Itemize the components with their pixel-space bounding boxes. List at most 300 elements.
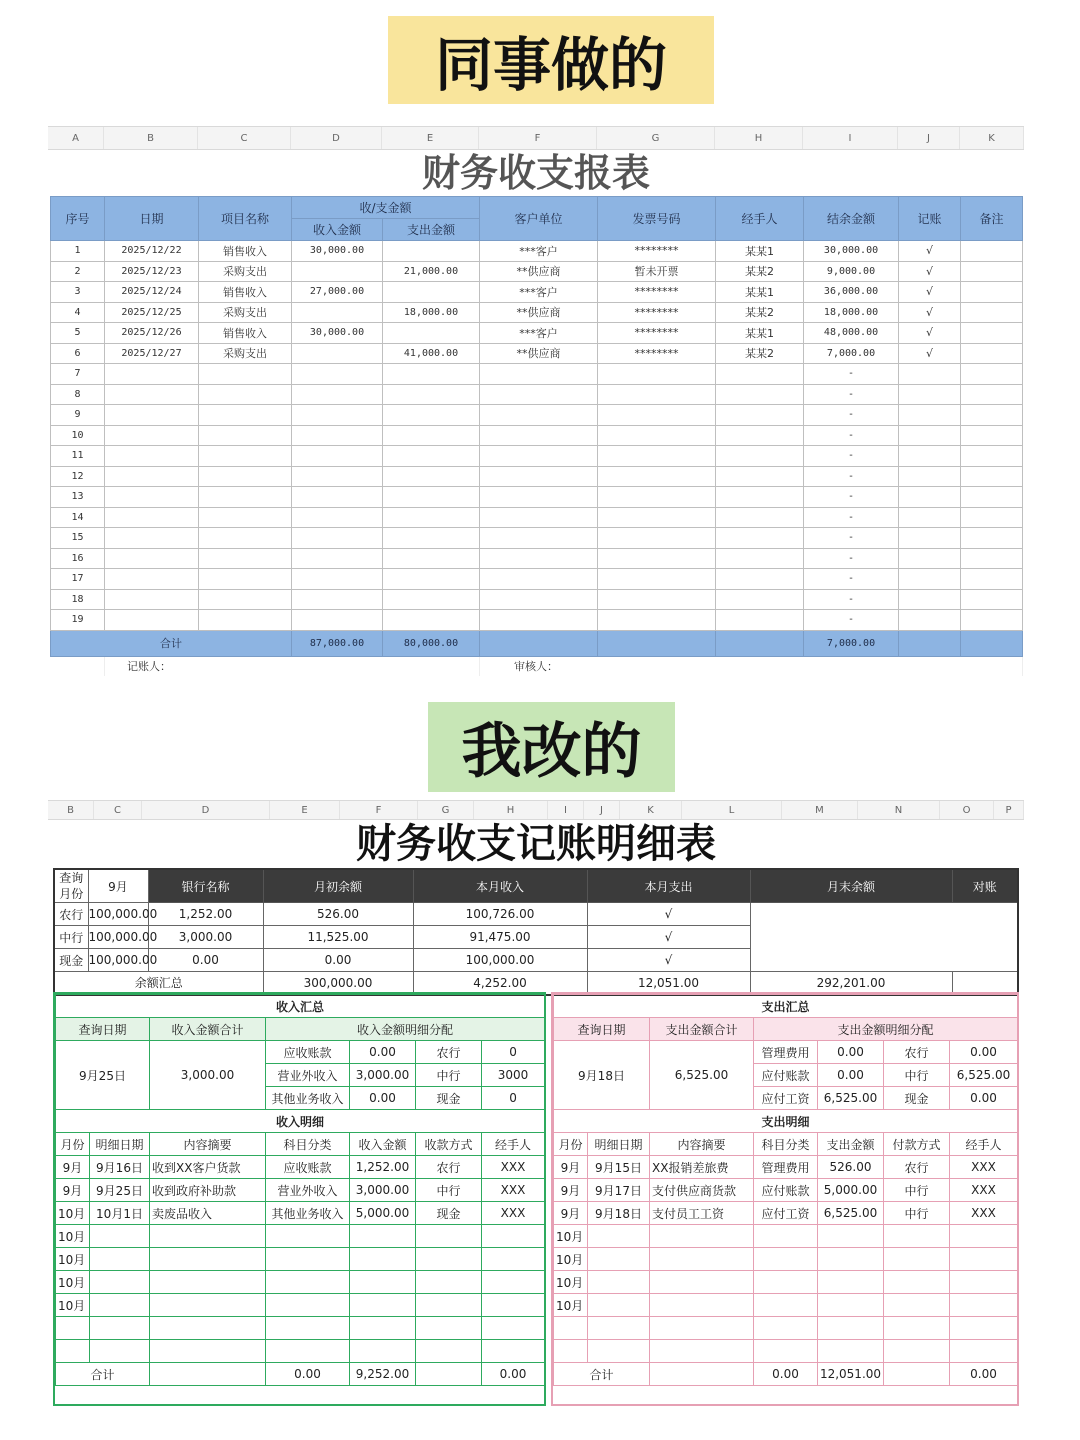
cell-note[interactable] (961, 446, 1023, 467)
cell-note[interactable] (961, 589, 1023, 610)
detail-cell[interactable] (150, 1317, 266, 1340)
detail-cell[interactable]: 中行 (884, 1202, 950, 1225)
cell-date[interactable] (105, 446, 199, 467)
detail-cell[interactable]: 10月 (554, 1248, 588, 1271)
cell-expense[interactable] (383, 487, 480, 508)
cell-invoice[interactable] (598, 384, 716, 405)
cell-balance[interactable]: - (804, 569, 899, 590)
detail-cell[interactable] (416, 1294, 482, 1317)
cell-customer[interactable]: ***客户 (480, 323, 598, 344)
cell-note[interactable] (961, 364, 1023, 385)
cell-booked[interactable] (899, 446, 961, 467)
cell-handler[interactable] (716, 405, 804, 426)
cell-seq[interactable]: 5 (51, 323, 105, 344)
cell-date[interactable] (105, 528, 199, 549)
cell-seq[interactable]: 12 (51, 466, 105, 487)
detail-cell[interactable] (884, 1271, 950, 1294)
cell-booked[interactable]: √ (899, 323, 961, 344)
cell-handler[interactable] (716, 384, 804, 405)
detail-cell[interactable]: 6,525.00 (818, 1202, 884, 1225)
cell-invoice[interactable] (598, 487, 716, 508)
cell-income[interactable] (292, 384, 383, 405)
detail-cell[interactable]: 526.00 (818, 1156, 884, 1179)
cell-customer[interactable] (480, 364, 598, 385)
cell-expense[interactable] (383, 446, 480, 467)
detail-cell[interactable]: 9月 (56, 1156, 90, 1179)
cell-project[interactable]: 采购支出 (199, 302, 292, 323)
column-letter[interactable]: I (803, 127, 898, 149)
detail-cell[interactable]: XXX (950, 1156, 1018, 1179)
cell-expense[interactable] (383, 323, 480, 344)
cell-note[interactable] (961, 487, 1023, 508)
detail-cell[interactable] (350, 1340, 416, 1363)
cell-seq[interactable]: 18 (51, 589, 105, 610)
detail-cell[interactable] (90, 1225, 150, 1248)
detail-cell[interactable] (588, 1340, 650, 1363)
detail-cell[interactable] (90, 1248, 150, 1271)
detail-cell[interactable] (650, 1294, 754, 1317)
cell-booked[interactable] (899, 610, 961, 631)
cell-booked[interactable] (899, 589, 961, 610)
cell-invoice[interactable] (598, 405, 716, 426)
cell-handler[interactable] (716, 487, 804, 508)
detail-cell[interactable]: XX报销差旅费 (650, 1156, 754, 1179)
detail-cell[interactable] (90, 1271, 150, 1294)
detail-cell[interactable] (150, 1248, 266, 1271)
detail-cell[interactable]: 5,000.00 (350, 1202, 416, 1225)
cell-seq[interactable]: 19 (51, 610, 105, 631)
cell-date[interactable] (105, 466, 199, 487)
cell-handler[interactable]: 某某1 (716, 282, 804, 303)
column-letter[interactable]: N (858, 801, 940, 819)
detail-cell[interactable] (266, 1248, 350, 1271)
bank-cell[interactable]: 中行 (54, 926, 88, 949)
cell-project[interactable] (199, 446, 292, 467)
detail-cell[interactable]: XXX (950, 1179, 1018, 1202)
cell-seq[interactable]: 14 (51, 507, 105, 528)
cell-income[interactable] (292, 528, 383, 549)
column-letter[interactable]: D (142, 801, 270, 819)
cell-handler[interactable]: 某某2 (716, 343, 804, 364)
cell-note[interactable] (961, 507, 1023, 528)
cell-note[interactable] (961, 425, 1023, 446)
column-letter[interactable]: C (198, 127, 291, 149)
detail-cell[interactable]: 收到XX客户货款 (150, 1156, 266, 1179)
cell-income[interactable] (292, 405, 383, 426)
cell-income[interactable] (292, 302, 383, 323)
column-letter[interactable]: J (898, 127, 960, 149)
cell-note[interactable] (961, 610, 1023, 631)
cell-invoice[interactable]: ******** (598, 241, 716, 262)
detail-cell[interactable] (884, 1294, 950, 1317)
column-letter[interactable]: E (270, 801, 340, 819)
cell-invoice[interactable] (598, 548, 716, 569)
cell-booked[interactable] (899, 487, 961, 508)
detail-cell[interactable] (350, 1225, 416, 1248)
cell-handler[interactable] (716, 425, 804, 446)
cell-project[interactable] (199, 466, 292, 487)
query-month-value[interactable]: 9月 (88, 869, 148, 903)
detail-cell[interactable]: 中行 (416, 1179, 482, 1202)
cell-income[interactable] (292, 425, 383, 446)
cell-balance[interactable]: - (804, 384, 899, 405)
column-letter[interactable]: H (715, 127, 803, 149)
cell-income[interactable] (292, 487, 383, 508)
cell-income[interactable] (292, 589, 383, 610)
cell-income[interactable] (292, 446, 383, 467)
cell-handler[interactable]: 某某2 (716, 302, 804, 323)
column-letter[interactable]: F (340, 801, 418, 819)
cell-date[interactable] (105, 610, 199, 631)
cell-booked[interactable] (899, 384, 961, 405)
bank-cell[interactable]: 526.00 (263, 903, 413, 926)
cell-income[interactable] (292, 466, 383, 487)
detail-cell[interactable] (950, 1294, 1018, 1317)
detail-cell[interactable] (150, 1225, 266, 1248)
detail-cell[interactable] (266, 1271, 350, 1294)
cell-customer[interactable] (480, 384, 598, 405)
cell-seq[interactable]: 2 (51, 261, 105, 282)
cell-seq[interactable]: 17 (51, 569, 105, 590)
cell-project[interactable] (199, 589, 292, 610)
cell-customer[interactable] (480, 487, 598, 508)
cell-handler[interactable] (716, 364, 804, 385)
column-letter[interactable]: A (48, 127, 104, 149)
cell-date[interactable] (105, 364, 199, 385)
detail-cell[interactable] (818, 1317, 884, 1340)
expense-query-date[interactable]: 9月18日 (554, 1041, 650, 1110)
cell-booked[interactable]: √ (899, 282, 961, 303)
cell-seq[interactable]: 3 (51, 282, 105, 303)
detail-cell[interactable] (650, 1317, 754, 1340)
detail-cell[interactable] (56, 1340, 90, 1363)
detail-cell[interactable] (950, 1271, 1018, 1294)
cell-seq[interactable]: 9 (51, 405, 105, 426)
detail-cell[interactable] (266, 1317, 350, 1340)
cell-note[interactable] (961, 466, 1023, 487)
cell-expense[interactable] (383, 589, 480, 610)
cell-income[interactable] (292, 569, 383, 590)
cell-customer[interactable] (480, 548, 598, 569)
cell-note[interactable] (961, 323, 1023, 344)
cell-handler[interactable]: 某某2 (716, 261, 804, 282)
detail-cell[interactable] (754, 1248, 818, 1271)
detail-cell[interactable]: 10月 (554, 1271, 588, 1294)
cell-project[interactable] (199, 487, 292, 508)
cell-invoice[interactable] (598, 528, 716, 549)
detail-cell[interactable] (588, 1271, 650, 1294)
cell-seq[interactable]: 8 (51, 384, 105, 405)
cell-expense[interactable] (383, 610, 480, 631)
cell-note[interactable] (961, 569, 1023, 590)
detail-cell[interactable]: 应付账款 (754, 1179, 818, 1202)
detail-cell[interactable] (754, 1317, 818, 1340)
detail-cell[interactable] (754, 1271, 818, 1294)
cell-customer[interactable] (480, 405, 598, 426)
detail-cell[interactable]: 9月 (554, 1179, 588, 1202)
cell-booked[interactable] (899, 405, 961, 426)
detail-cell[interactable]: 3,000.00 (350, 1179, 416, 1202)
column-letter[interactable]: I (548, 801, 584, 819)
detail-cell[interactable]: 收到政府补助款 (150, 1179, 266, 1202)
cell-date[interactable]: 2025/12/25 (105, 302, 199, 323)
cell-handler[interactable]: 某某1 (716, 323, 804, 344)
cell-handler[interactable] (716, 466, 804, 487)
cell-invoice[interactable]: ******** (598, 343, 716, 364)
cell-expense[interactable]: 41,000.00 (383, 343, 480, 364)
detail-cell[interactable]: 5,000.00 (818, 1179, 884, 1202)
cell-customer[interactable]: ***客户 (480, 241, 598, 262)
cell-project[interactable] (199, 405, 292, 426)
cell-booked[interactable] (899, 569, 961, 590)
detail-cell[interactable] (350, 1248, 416, 1271)
cell-handler[interactable] (716, 548, 804, 569)
cell-project[interactable] (199, 569, 292, 590)
detail-cell[interactable] (884, 1225, 950, 1248)
cell-expense[interactable]: 21,000.00 (383, 261, 480, 282)
detail-cell[interactable] (884, 1340, 950, 1363)
detail-cell[interactable]: 9月 (56, 1179, 90, 1202)
cell-booked[interactable] (899, 425, 961, 446)
cell-customer[interactable]: **供应商 (480, 261, 598, 282)
cell-seq[interactable]: 10 (51, 425, 105, 446)
detail-cell[interactable] (588, 1225, 650, 1248)
cell-expense[interactable] (383, 466, 480, 487)
cell-expense[interactable] (383, 507, 480, 528)
column-letter[interactable]: F (479, 127, 597, 149)
detail-cell[interactable]: XXX (950, 1202, 1018, 1225)
column-letter[interactable]: P (994, 801, 1024, 819)
detail-cell[interactable]: 10月 (56, 1248, 90, 1271)
detail-cell[interactable]: 其他业务收入 (266, 1202, 350, 1225)
cell-balance[interactable]: 48,000.00 (804, 323, 899, 344)
detail-cell[interactable]: 现金 (416, 1202, 482, 1225)
bank-cell[interactable]: 11,525.00 (263, 926, 413, 949)
detail-cell[interactable]: XXX (482, 1156, 545, 1179)
cell-income[interactable] (292, 610, 383, 631)
cell-seq[interactable]: 1 (51, 241, 105, 262)
cell-project[interactable] (199, 610, 292, 631)
cell-handler[interactable]: 某某1 (716, 241, 804, 262)
column-letter[interactable]: D (291, 127, 382, 149)
cell-expense[interactable] (383, 241, 480, 262)
detail-cell[interactable]: 10月 (56, 1202, 90, 1225)
cell-note[interactable] (961, 241, 1023, 262)
cell-customer[interactable] (480, 507, 598, 528)
cell-booked[interactable] (899, 364, 961, 385)
column-letter[interactable]: B (48, 801, 94, 819)
column-letter[interactable]: L (682, 801, 782, 819)
detail-cell[interactable] (482, 1294, 545, 1317)
cell-invoice[interactable]: ******** (598, 282, 716, 303)
cell-invoice[interactable] (598, 364, 716, 385)
column-letter[interactable]: J (584, 801, 620, 819)
bank-cell[interactable]: 100,726.00 (413, 903, 587, 926)
detail-cell[interactable]: 9月16日 (90, 1156, 150, 1179)
cell-booked[interactable]: √ (899, 343, 961, 364)
detail-cell[interactable]: 10月 (56, 1294, 90, 1317)
detail-cell[interactable] (150, 1340, 266, 1363)
detail-cell[interactable] (588, 1294, 650, 1317)
detail-cell[interactable] (416, 1271, 482, 1294)
cell-note[interactable] (961, 384, 1023, 405)
cell-note[interactable] (961, 528, 1023, 549)
cell-expense[interactable] (383, 528, 480, 549)
detail-cell[interactable]: 农行 (884, 1156, 950, 1179)
column-letter[interactable]: K (620, 801, 682, 819)
cell-date[interactable]: 2025/12/26 (105, 323, 199, 344)
detail-cell[interactable] (482, 1248, 545, 1271)
cell-note[interactable] (961, 405, 1023, 426)
cell-balance[interactable]: 7,000.00 (804, 343, 899, 364)
cell-note[interactable] (961, 343, 1023, 364)
cell-project[interactable] (199, 528, 292, 549)
cell-expense[interactable] (383, 384, 480, 405)
detail-cell[interactable] (150, 1271, 266, 1294)
detail-cell[interactable] (884, 1317, 950, 1340)
detail-cell[interactable]: XXX (482, 1179, 545, 1202)
cell-seq[interactable]: 15 (51, 528, 105, 549)
cell-customer[interactable]: **供应商 (480, 302, 598, 323)
cell-booked[interactable] (899, 507, 961, 528)
cell-customer[interactable] (480, 569, 598, 590)
cell-balance[interactable]: 36,000.00 (804, 282, 899, 303)
cell-booked[interactable] (899, 528, 961, 549)
detail-cell[interactable]: 营业外收入 (266, 1179, 350, 1202)
cell-booked[interactable]: √ (899, 241, 961, 262)
cell-income[interactable]: 27,000.00 (292, 282, 383, 303)
bank-cell[interactable]: 100,000.00 (88, 903, 148, 926)
bank-cell[interactable]: 0.00 (263, 949, 413, 972)
cell-expense[interactable]: 18,000.00 (383, 302, 480, 323)
detail-cell[interactable] (90, 1317, 150, 1340)
cell-customer[interactable]: **供应商 (480, 343, 598, 364)
detail-cell[interactable] (416, 1340, 482, 1363)
cell-date[interactable] (105, 589, 199, 610)
cell-income[interactable] (292, 507, 383, 528)
cell-date[interactable] (105, 507, 199, 528)
detail-cell[interactable]: 9月15日 (588, 1156, 650, 1179)
column-letter[interactable]: C (94, 801, 142, 819)
bank-cell[interactable]: 100,000.00 (413, 949, 587, 972)
cell-date[interactable]: 2025/12/22 (105, 241, 199, 262)
detail-cell[interactable] (150, 1294, 266, 1317)
cell-customer[interactable] (480, 589, 598, 610)
cell-date[interactable] (105, 569, 199, 590)
cell-expense[interactable] (383, 405, 480, 426)
detail-cell[interactable] (818, 1225, 884, 1248)
cell-date[interactable] (105, 384, 199, 405)
cell-seq[interactable]: 7 (51, 364, 105, 385)
detail-cell[interactable] (754, 1340, 818, 1363)
detail-cell[interactable]: 9月25日 (90, 1179, 150, 1202)
detail-cell[interactable] (950, 1225, 1018, 1248)
cell-booked[interactable]: √ (899, 261, 961, 282)
detail-cell[interactable] (818, 1271, 884, 1294)
detail-cell[interactable] (90, 1340, 150, 1363)
cell-balance[interactable]: - (804, 589, 899, 610)
detail-cell[interactable]: 10月 (554, 1294, 588, 1317)
detail-cell[interactable] (554, 1317, 588, 1340)
cell-balance[interactable]: - (804, 446, 899, 467)
detail-cell[interactable] (266, 1294, 350, 1317)
column-letter[interactable]: G (418, 801, 474, 819)
detail-cell[interactable] (266, 1340, 350, 1363)
cell-balance[interactable]: - (804, 405, 899, 426)
detail-cell[interactable] (482, 1340, 545, 1363)
cell-customer[interactable] (480, 528, 598, 549)
column-letter[interactable]: E (382, 127, 479, 149)
cell-invoice[interactable] (598, 507, 716, 528)
detail-cell[interactable] (650, 1225, 754, 1248)
cell-handler[interactable] (716, 528, 804, 549)
bank-cell[interactable]: 0.00 (148, 949, 263, 972)
cell-invoice[interactable] (598, 446, 716, 467)
cell-project[interactable]: 采购支出 (199, 261, 292, 282)
detail-cell[interactable] (950, 1340, 1018, 1363)
detail-cell[interactable]: 支付供应商货款 (650, 1179, 754, 1202)
detail-cell[interactable] (554, 1340, 588, 1363)
cell-seq[interactable]: 13 (51, 487, 105, 508)
bank-cell[interactable]: 100,000.00 (88, 949, 148, 972)
detail-cell[interactable] (482, 1225, 545, 1248)
cell-handler[interactable] (716, 589, 804, 610)
cell-note[interactable] (961, 302, 1023, 323)
detail-cell[interactable] (56, 1317, 90, 1340)
detail-cell[interactable]: 9月17日 (588, 1179, 650, 1202)
cell-project[interactable] (199, 507, 292, 528)
cell-income[interactable] (292, 364, 383, 385)
column-letter[interactable]: K (960, 127, 1024, 149)
cell-handler[interactable] (716, 569, 804, 590)
cell-balance[interactable]: - (804, 610, 899, 631)
cell-expense[interactable] (383, 282, 480, 303)
detail-cell[interactable]: 支付员工工资 (650, 1202, 754, 1225)
cell-seq[interactable]: 11 (51, 446, 105, 467)
detail-cell[interactable] (950, 1248, 1018, 1271)
detail-cell[interactable]: 农行 (416, 1156, 482, 1179)
detail-cell[interactable] (90, 1294, 150, 1317)
cell-income[interactable]: 30,000.00 (292, 323, 383, 344)
detail-cell[interactable] (416, 1225, 482, 1248)
cell-booked[interactable] (899, 466, 961, 487)
cell-invoice[interactable]: 暂未开票 (598, 261, 716, 282)
detail-cell[interactable]: 应收账款 (266, 1156, 350, 1179)
bank-cell[interactable]: 农行 (54, 903, 88, 926)
cell-invoice[interactable]: ******** (598, 302, 716, 323)
cell-balance[interactable]: - (804, 528, 899, 549)
cell-balance[interactable]: 18,000.00 (804, 302, 899, 323)
bank-cell[interactable]: 91,475.00 (413, 926, 587, 949)
detail-cell[interactable] (754, 1294, 818, 1317)
detail-cell[interactable]: 卖废品收入 (150, 1202, 266, 1225)
cell-handler[interactable] (716, 610, 804, 631)
bank-cell[interactable]: 现金 (54, 949, 88, 972)
cell-invoice[interactable] (598, 569, 716, 590)
detail-cell[interactable]: 9月 (554, 1202, 588, 1225)
detail-cell[interactable]: 9月 (554, 1156, 588, 1179)
cell-customer[interactable]: ***客户 (480, 282, 598, 303)
detail-cell[interactable] (266, 1225, 350, 1248)
cell-project[interactable] (199, 425, 292, 446)
cell-customer[interactable] (480, 466, 598, 487)
detail-cell[interactable] (350, 1317, 416, 1340)
cell-income[interactable]: 30,000.00 (292, 241, 383, 262)
detail-cell[interactable] (350, 1271, 416, 1294)
cell-booked[interactable]: √ (899, 302, 961, 323)
cell-project[interactable] (199, 548, 292, 569)
cell-date[interactable]: 2025/12/27 (105, 343, 199, 364)
